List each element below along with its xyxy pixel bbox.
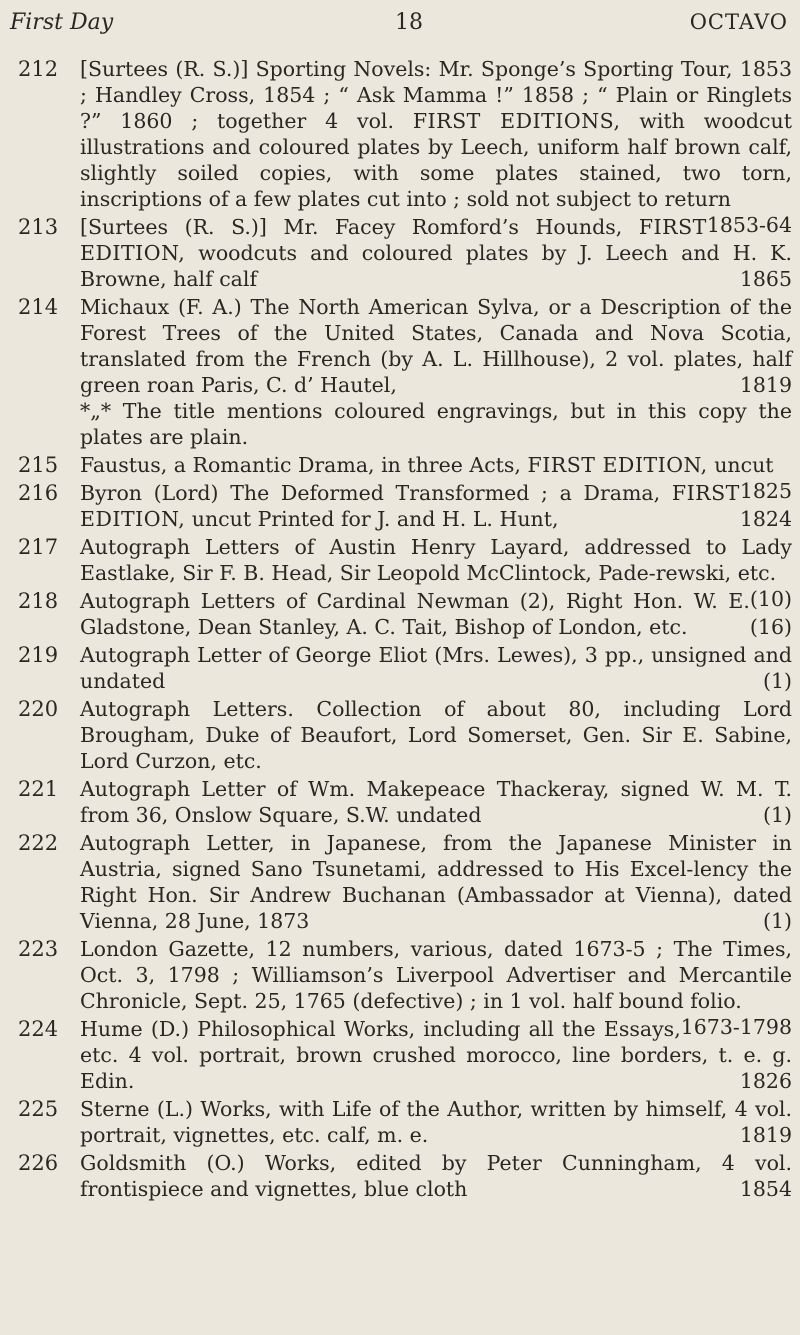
lot-description: Autograph Letter, in Japanese, from the Japanese Minister in Austria, signed Sano Tsunetami, addressed to His Excel-lency the Right Hon. Sir Andrew Buchanan (Ambassador at Vienna), dated Vienna, 28 June, 1873 [80, 831, 792, 933]
lot-entry [18, 1016, 792, 1094]
lot-note: *„* The title mentions coloured engravings, but in this copy the plates are plain. [80, 399, 792, 449]
lot-date: 1824 [739, 507, 792, 531]
lot-date: (1) [762, 803, 792, 827]
lot-entry [18, 696, 792, 774]
lot-date: 1854 [739, 1177, 792, 1201]
lot-description: Autograph Letters of Austin Henry Layard, addressed to Lady Eastlake, Sir F. B. Head, Sir Leopold McClintock, Pade-rewski, etc. [80, 535, 792, 585]
edition-label: FIRST EDITION, [80, 215, 707, 265]
lot-description: Autograph Letter of Wm. Makepeace Thackeray, signed W. M. T. from 36, Onslow Square, S.W. undated [80, 777, 792, 827]
header-day: First Day [10, 10, 114, 35]
lot-date: (1) [762, 669, 792, 693]
lot-description: Faustus, a Romantic Drama, in three Acts, [80, 453, 528, 477]
lot-description-continued: woodcuts and coloured plates by J. Leech and H. K. Browne, half calf [80, 241, 792, 291]
header-format: OCTAVO [689, 10, 788, 34]
lot-date: 1826 [739, 1069, 792, 1093]
edition-label: FIRST EDITION, [527, 453, 708, 477]
edition-label: FIRST EDITIONS, [412, 109, 621, 133]
lot-number: 225 [18, 1097, 59, 1121]
lot-number: 215 [18, 453, 59, 477]
edition-label: FIRST EDITION, [80, 481, 740, 531]
lot-number: 220 [18, 697, 59, 721]
lot-description: Sterne (L.) Works, with Life of the Author, written by himself, 4 vol. portrait, vignettes, etc. calf, m. e. [80, 1097, 792, 1147]
lot-list [18, 56, 792, 1204]
lot-description: Byron (Lord) The Deformed Transformed ; a Drama, [80, 481, 672, 505]
lot-number: 213 [18, 215, 59, 239]
lot-description: [Surtees (R. S.)] Mr. Facey Romford’s Hounds, [80, 215, 639, 239]
lot-entry [18, 294, 792, 450]
lot-number: 216 [18, 481, 59, 505]
page-number: 18 [395, 10, 423, 35]
lot-date: (1) [762, 909, 792, 933]
lot-date: 1853-64 [706, 213, 792, 237]
lot-date: 1673-1798 [680, 1015, 792, 1039]
lot-entry [18, 830, 792, 934]
lot-date: (16) [749, 615, 792, 639]
lot-description: Autograph Letter of George Eliot (Mrs. Lewes), 3 pp., unsigned and undated [80, 643, 792, 693]
lot-date: (10) [749, 587, 792, 611]
lot-entry [18, 588, 792, 640]
lot-entry [18, 1150, 792, 1202]
lot-entry [18, 214, 792, 292]
lot-number: 214 [18, 295, 59, 319]
lot-number: 219 [18, 643, 59, 667]
lot-description-continued: with woodcut illustrations and coloured plates by Leech, uniform half brown calf, slightly soiled copies, with some plates stained, two torn, inscriptions of a few plates cut into ; sold not subject to return [80, 109, 792, 211]
lot-date: 1865 [739, 267, 792, 291]
lot-description: Autograph Letters of Cardinal Newman (2), Right Hon. W. E. Gladstone, Dean Stanley, A. C. Tait, Bishop of London, etc. [80, 589, 750, 639]
lot-description: Autograph Letters. Collection of about 80, including Lord Brougham, Duke of Beaufort, Lord Somerset, Gen. Sir E. Sabine, Lord Curzon, etc. [80, 697, 792, 773]
lot-description-continued: uncut [707, 453, 774, 477]
lot-entry [18, 642, 792, 694]
lot-description: London Gazette, 12 numbers, various, dated 1673-5 ; The Times, Oct. 3, 1798 ; Williamson’s Liverpool Advertiser and Mercantile Chronicle, Sept. 25, 1765 (defective) ; in 1 vol. half bound folio. [80, 937, 792, 1013]
lot-description: Michaux (F. A.) The North American Sylva, or a Description of the Forest Trees of the United States, Canada and Nova Scotia, translated from the French (by A. L. Hillhouse), 2 vol. plates, half green roan Paris, C. d’ Hautel, [80, 295, 792, 397]
lot-date: 1819 [739, 1123, 792, 1147]
lot-number: 221 [18, 777, 59, 801]
lot-entry [18, 1096, 792, 1148]
lot-date: 1819 [739, 373, 792, 397]
lot-number: 222 [18, 831, 59, 855]
lot-entry [18, 480, 792, 532]
lot-description: [Surtees (R. S.)] Sporting Novels: Mr. Sponge’s Sporting Tour, 1853 ; Handley Cross, 1854 ; “ Ask Mamma !” 1858 ; “ Plain or Ringlets ?” 1860 ; together 4 vol. [80, 57, 792, 133]
lot-number: 226 [18, 1151, 59, 1175]
lot-description: Hume (D.) Philosophical Works, including all the Essays, etc. 4 vol. portrait, brown crushed morocco, line borders, t. e. g. Edin. [80, 1017, 792, 1093]
page-header [10, 10, 788, 40]
lot-number: 212 [18, 57, 59, 81]
lot-entry [18, 776, 792, 828]
lot-number: 217 [18, 535, 59, 559]
lot-number: 224 [18, 1017, 59, 1041]
lot-number: 223 [18, 937, 59, 961]
lot-description: Goldsmith (O.) Works, edited by Peter Cunningham, 4 vol. frontispiece and vignettes, blue cloth [80, 1151, 792, 1201]
lot-number: 218 [18, 589, 59, 613]
lot-date: 1825 [739, 479, 792, 503]
lot-description-continued: uncut Printed for J. and H. L. Hunt, [185, 507, 559, 531]
